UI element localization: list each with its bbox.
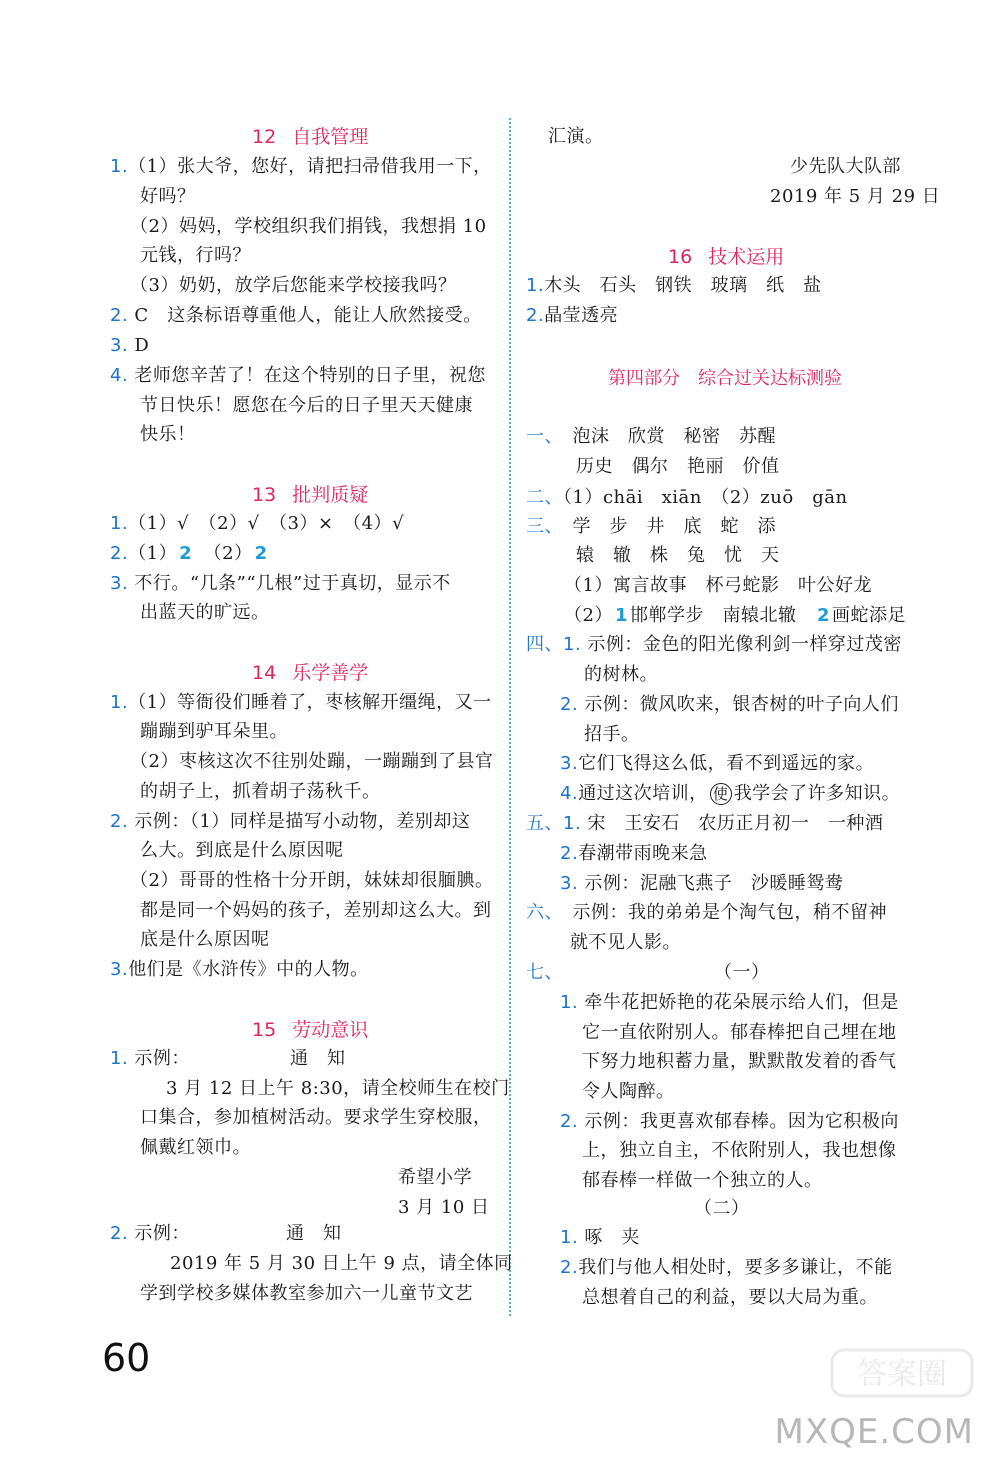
answer-line: 一、 泡沫 欣赏 秘密 苏醒 — [526, 426, 776, 447]
answer-line: 的胡子上，抓着胡子荡秋千。 — [140, 781, 381, 802]
answer-line: 1.木头 石头 钢铁 玻璃 纸 盐 — [526, 275, 822, 296]
answer-line: 4.通过这次培训， 使 我学会了许多知识。 — [560, 783, 901, 804]
answer-line: 历史 偶尔 艳丽 价值 — [576, 456, 780, 477]
answer-line: 口集合，参加植树活动。要求学生穿校服， — [140, 1107, 492, 1128]
answer-line: 郁春棒一样做一个独立的人。 — [582, 1170, 823, 1191]
notice-date: 2019 年 5 月 29 日 — [770, 186, 941, 207]
notice-signature: 希望小学 — [398, 1167, 472, 1188]
answer-line: （2）妈妈，学校组织我们捐钱，我想捐 10 — [130, 216, 487, 237]
answer-line: 佩戴红领巾。 — [140, 1137, 251, 1158]
section-heading-12: 12 自我管理 — [252, 126, 369, 148]
answer-line: 元钱，行吗？ — [140, 245, 251, 266]
answer-line: 3.它们飞得这么低，看不到遥远的家。 — [560, 753, 875, 774]
right-column — [522, 0, 941, 1466]
section-heading-13: 13 批判质疑 — [252, 484, 369, 506]
answer-line: 2. 示例：（1）同样是描写小动物，差别却这 — [110, 811, 471, 832]
answer-line: 六、 示例：我的弟弟是个淘气包，稍不留神 — [526, 902, 887, 923]
answer-line: 三、 学 步 井 底 蛇 添 — [526, 516, 776, 537]
answer-line: 3. 不行。“几条”“几根”过于真切，显示不 — [110, 573, 451, 594]
answer-line: （3）奶奶，放学后您能来学校接我吗？ — [130, 275, 457, 296]
answer-line: 五、1. 宋 王安石 农历正月初一 一种酒 — [526, 813, 884, 834]
answer-line: 招手。 — [584, 724, 640, 745]
answer-line: 的树林。 — [584, 664, 658, 685]
answer-line: 3.他们是《水浒传》中的人物。 — [110, 959, 369, 980]
answer-line: 就不见人影。 — [570, 932, 681, 953]
answer-line: 1. 示例： — [110, 1048, 190, 1069]
answer-line: 总想着自己的利益，要以大局为重。 — [582, 1287, 878, 1308]
answer-line: 1.（1）张大爷，您好，请把扫帚借我用一下， — [110, 156, 492, 177]
watermark-site: MXQE.COM — [774, 1412, 974, 1452]
answer-line: 2. 示例：我更喜欢郁春棒。因为它积极向 — [560, 1111, 899, 1132]
answer-line: 1. 啄 夹 — [560, 1227, 640, 1248]
column-divider — [509, 118, 511, 1316]
answer-line: （2）枣核这次不往别处蹦，一蹦蹦到了县官 — [130, 751, 494, 772]
watermark-logo-text: 答案圈 — [857, 1357, 947, 1392]
answer-line: （2） 1 邯郸学步 南辕北辙 2 画蛇添足 — [564, 605, 907, 626]
answer-line: 二、（1）chāi xiān （2）zuō gān — [526, 487, 848, 508]
answer-line: 2.晶莹透亮 — [526, 305, 619, 326]
answer-line: 2.我们与他人相处时，要多多谦让，不能 — [560, 1257, 893, 1278]
answer-line: 2.（1） 2 （2） 2 — [110, 543, 268, 564]
answer-line: 蹦蹦到驴耳朵里。 — [140, 721, 288, 742]
answer-line: 七、 — [526, 962, 563, 983]
answer-line: 辕 辙 株 兔 忧 天 — [576, 545, 780, 566]
answer-line: 2. C 这条标语尊重他人，能让人欣然接受。 — [110, 305, 482, 326]
notice-title: 通 知 — [286, 1223, 342, 1244]
answer-line: 2019 年 5 月 30 日上午 9 点，请全体同 — [170, 1253, 513, 1274]
section-heading-15: 15 劳动意识 — [252, 1019, 369, 1041]
answer-line: 3. 示例：泥融飞燕子 沙暖睡鸳鸯 — [560, 873, 844, 894]
answer-line: 1.（1）√ （2）√ （3）× （4）√ — [110, 513, 405, 534]
answer-line: 它一直依附别人。郁春棒把自己埋在地 — [582, 1022, 897, 1043]
answer-line: 快乐！ — [140, 424, 196, 445]
notice-signature: 少先队大队部 — [790, 156, 901, 177]
answer-line: 出蓝天的旷远。 — [140, 602, 270, 623]
answer-line: 2. 示例： — [110, 1223, 190, 1244]
answer-line: 下努力地积蓄力量，默默散发着的香气 — [582, 1051, 897, 1072]
answer-line: 上，独立自主，不依附别人，我也想像 — [582, 1140, 897, 1161]
answer-line: 3. D — [110, 335, 150, 356]
notice-title: 通 知 — [290, 1048, 346, 1069]
answer-line: 令人陶醉。 — [582, 1081, 675, 1102]
answer-line: 1. 牵牛花把娇艳的花朵展示给人们，但是 — [560, 992, 899, 1013]
section-heading-16: 16 技术运用 — [668, 246, 785, 268]
circled-character: 使 — [710, 783, 732, 805]
answer-line: （1）寓言故事 杯弓蛇影 叶公好龙 — [564, 575, 872, 596]
answer-line: （2）哥哥的性格十分开朗，妹妹却很腼腆。 — [130, 870, 494, 891]
subpart-heading: （一） — [714, 962, 770, 983]
answer-line: 都是同一个妈妈的孩子，差别却这么大。到 — [140, 900, 492, 921]
page-number: 60 — [102, 1336, 151, 1380]
answer-line: 四、1. 示例：金色的阳光像利剑一样穿过茂密 — [526, 634, 902, 655]
answer-line: 汇演。 — [548, 126, 604, 147]
answer-line: 节日快乐！愿您在今后的日子里天天健康 — [140, 395, 473, 416]
answer-line: 3 月 12 日上午 8:30，请全校师生在校门 — [166, 1078, 510, 1099]
answer-line: 好吗？ — [140, 186, 196, 207]
answer-line: 么大。到底是什么原因呢 — [140, 840, 344, 861]
left-column — [108, 0, 513, 1466]
notice-date: 3 月 10 日 — [398, 1197, 490, 1218]
answer-line: 底是什么原因呢 — [140, 929, 270, 950]
answer-line: 学到学校多媒体教室参加六一儿童节文艺 — [140, 1283, 473, 1304]
section-heading-14: 14 乐学善学 — [252, 662, 369, 684]
answer-line: 1.（1）等衙役们睡着了，枣核解开缰绳，又一 — [110, 692, 492, 713]
answer-line: 4. 老师您辛苦了！在这个特别的日子里，祝您 — [110, 365, 486, 386]
subpart-heading: （二） — [694, 1198, 750, 1219]
answer-line: 2.春潮带雨晚来急 — [560, 843, 708, 864]
part-heading: 第四部分 综合过关达标测验 — [608, 368, 842, 389]
answer-line: 2. 示例：微风吹来，银杏树的叶子向人们 — [560, 694, 899, 715]
